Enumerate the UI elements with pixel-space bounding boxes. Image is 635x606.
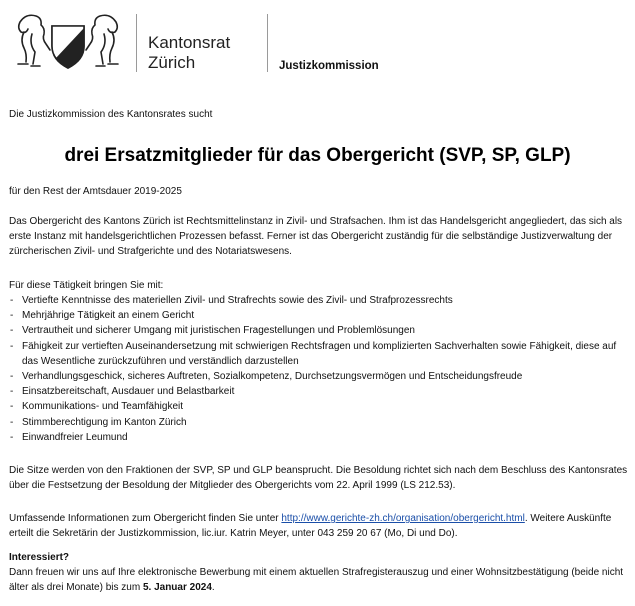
requirements-list xyxy=(9,293,629,445)
list-item: - Vertiefte Kenntnisse des materiellen Zivil- und Strafrechts sowie des Zivil- und Strafprozessrechts xyxy=(9,293,629,308)
list-item: - Einwandfreier Leumund xyxy=(9,430,629,445)
canton-zurich-coat-of-arms-logo xyxy=(14,10,122,72)
brand-line-1: Kantonsrat xyxy=(148,33,231,52)
list-item: - Vertrautheit und sicherer Umgang mit juristischen Fragestellungen und Problemlösungen xyxy=(9,323,629,338)
seats-paragraph: Die Sitze werden von den Fraktionen der SVP, SP und GLP beansprucht. Die Besoldung richtet sich nach dem Beschluss des Kantonsrates über die Festsetzung der Besoldung der Mitglieder des Obergerichts vom 22. April 1999 (LS 212.53). xyxy=(9,465,628,491)
info-text-before: Umfassende Informationen zum Obergericht finden Sie unter xyxy=(9,513,282,524)
page-title: drei Ersatzmitglieder für das Obergericht (SVP, SP, GLP) xyxy=(64,145,571,166)
deadline-date: 5. Januar 2024 xyxy=(142,582,212,593)
header-divider-right xyxy=(267,14,268,72)
closing-heading-text: Interessiert? xyxy=(9,552,70,563)
closing-paragraph xyxy=(9,565,629,595)
committee-name: Justizkommission xyxy=(279,60,379,72)
list-item: - Einsatzbereitschaft, Ausdauer und Belastbarkeit xyxy=(9,384,629,399)
info-paragraph xyxy=(9,511,629,541)
list-item: - Verhandlungsgeschick, sicheres Auftreten, Sozialkompetenz, Durchsetzungsvermögen und Entscheidungsfreude xyxy=(9,369,629,384)
list-item: - Mehrjährige Tätigkeit an einem Gericht xyxy=(9,308,629,323)
closing-end: . xyxy=(211,582,215,593)
closing-text: Dann freuen wir uns auf Ihre elektronische Bewerbung mit einem aktuellen Strafregisterauszug und einer Wohnsitzbestätigung (beide nicht älter als drei Monate) bis zum xyxy=(9,567,624,593)
requirements-lead: Für diese Tätigkeit bringen Sie mit: xyxy=(9,280,164,291)
obergericht-link[interactable]: http://www.gerichte-zh.ch/organisation/obergericht.html xyxy=(281,513,525,524)
term-text: für den Rest der Amtsdauer 2019-2025 xyxy=(9,186,182,197)
list-item: - Fähigkeit zur vertieften Auseinandersetzung mit schwierigen Rechtsfragen und komplizierten Sachverhalten sowie Fähigkeit, diese auf das Wesentliche zurückzuführen und verständlich darzustellen xyxy=(9,339,629,369)
closing-heading xyxy=(9,550,629,565)
brand-line-2: Zürich xyxy=(148,53,196,72)
description-paragraph: Das Obergericht des Kantons Zürich ist Rechtsmittelinstanz in Zivil- und Strafsachen. Ihm ist das Handelsgericht angegliedert, das sich als erste Instanz mit handelsgerichtlichen Prozessen befasst. Ferner ist das Obergericht zuständig für die selbständige Justizverwaltung der zürcherischen Zivil- und Strafgerichte und des Notariatswesens. xyxy=(9,216,623,257)
brand-name xyxy=(148,33,230,73)
info-text-after: . Weitere Auskünfte erteilt die Sekretärin der Justizkommission, lic.iur. Katrin Meyer, unter 043 259 20 67 (Mo, Di und Do). xyxy=(9,513,612,539)
intro-text: Die Justizkommission des Kantonsrates sucht xyxy=(9,109,213,120)
header-divider-left xyxy=(136,14,137,72)
list-item: - Stimmberechtigung im Kanton Zürich xyxy=(9,415,629,430)
list-item: - Kommunikations- und Teamfähigkeit xyxy=(9,399,629,414)
